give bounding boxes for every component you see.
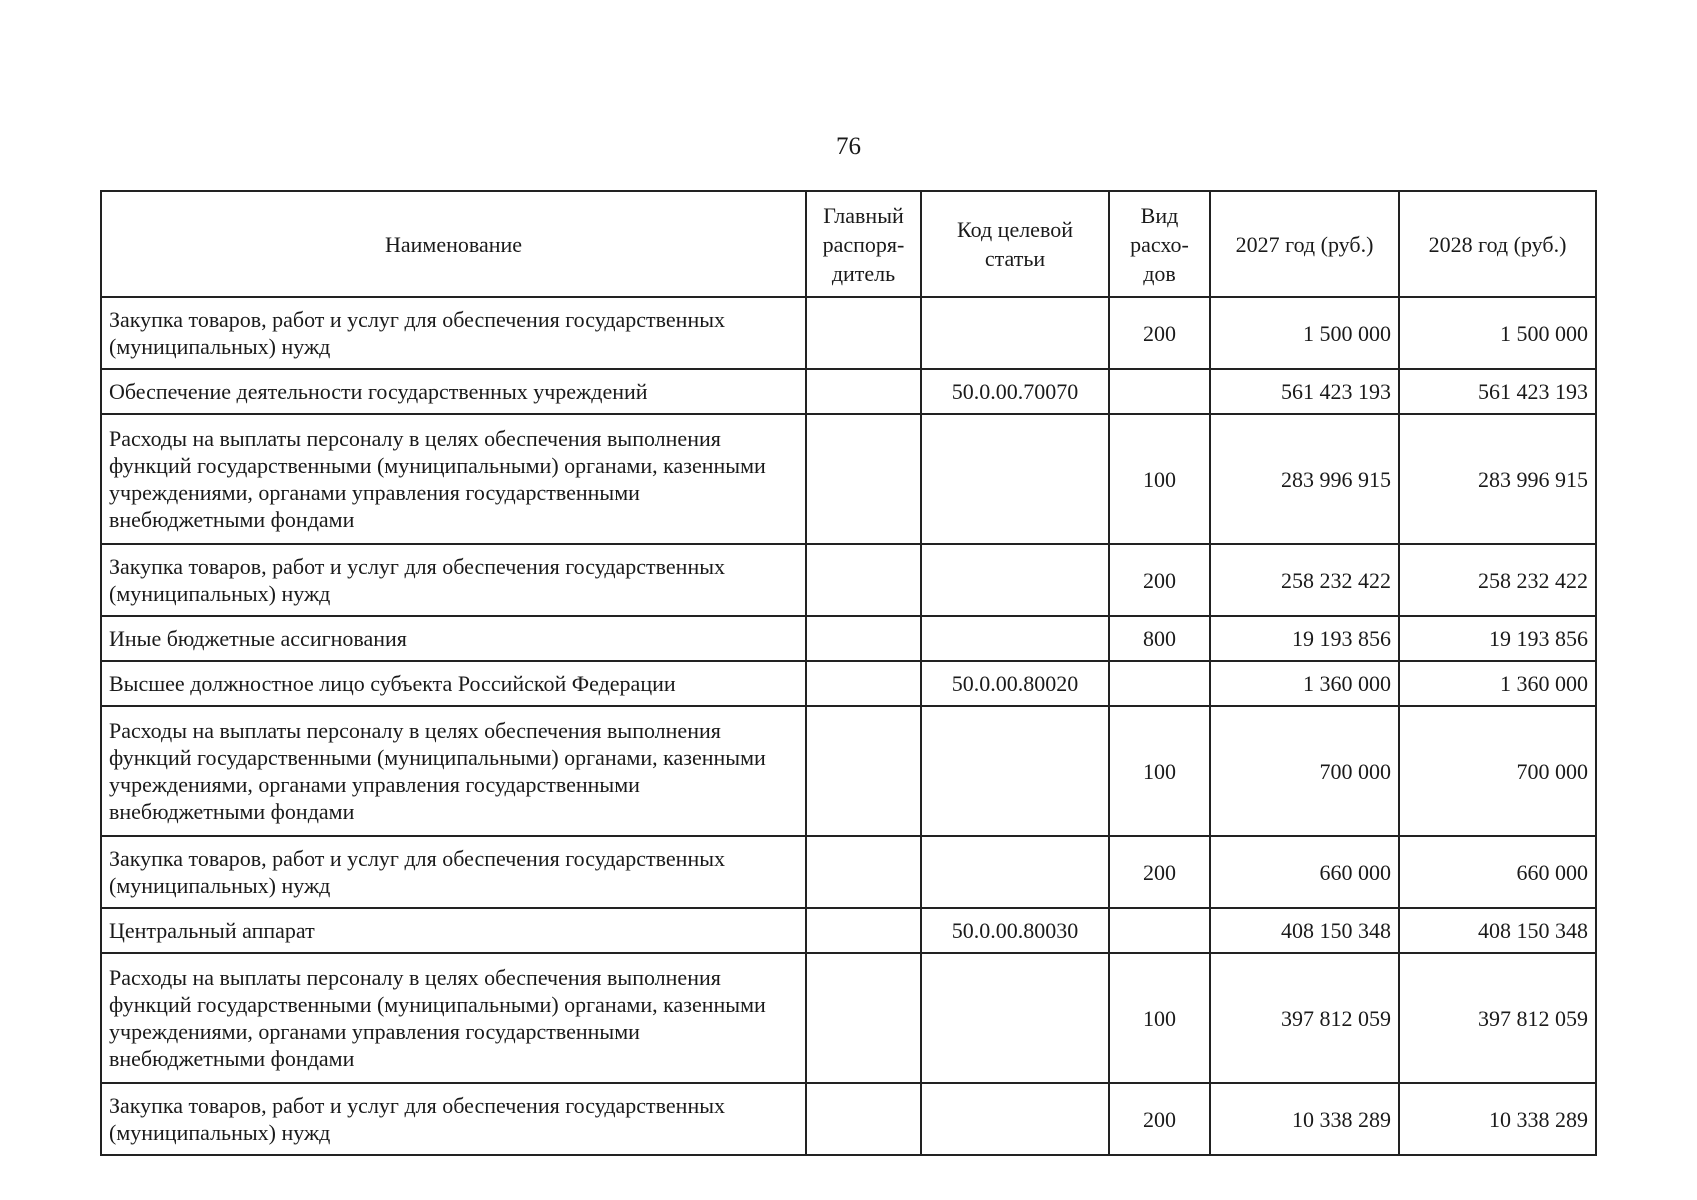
table-row bbox=[101, 908, 1596, 953]
page-number: 76 bbox=[836, 133, 861, 160]
cell-manager bbox=[806, 616, 921, 661]
cell-2028: 700 000 bbox=[1399, 706, 1596, 836]
cell-2028: 10 338 289 bbox=[1399, 1083, 1596, 1155]
cell-code bbox=[921, 706, 1109, 836]
cell-code bbox=[921, 544, 1109, 616]
cell-manager bbox=[806, 908, 921, 953]
header-2027 bbox=[1210, 191, 1399, 297]
cell-name: Иные бюджетные ассигнования bbox=[101, 616, 806, 661]
cell-type bbox=[1109, 661, 1210, 706]
header-name: Наименование bbox=[101, 191, 806, 297]
cell-code bbox=[921, 297, 1109, 369]
cell-name: Высшее должностное лицо субъекта Российской Федерации bbox=[101, 661, 806, 706]
cell-type bbox=[1109, 369, 1210, 414]
header-type bbox=[1109, 191, 1210, 297]
cell-type: 100 bbox=[1109, 414, 1210, 544]
cell-manager bbox=[806, 544, 921, 616]
cell-manager bbox=[806, 836, 921, 908]
cell-code bbox=[921, 616, 1109, 661]
cell-code bbox=[921, 1083, 1109, 1155]
cell-2027: 561 423 193 bbox=[1210, 369, 1399, 414]
cell-2027: 700 000 bbox=[1210, 706, 1399, 836]
cell-2028: 397 812 059 bbox=[1399, 953, 1596, 1083]
table-row bbox=[101, 616, 1596, 661]
cell-manager bbox=[806, 661, 921, 706]
cell-code bbox=[921, 414, 1109, 544]
cell-name: Расходы на выплаты персоналу в целях обеспечения выполнения функций государственными (муниципальными) органами, казенными учреждениями, органами управления государственными внебюджетными фондами bbox=[101, 953, 806, 1083]
cell-name: Закупка товаров, работ и услуг для обеспечения государственных (муниципальных) нужд bbox=[101, 1083, 806, 1155]
table-row bbox=[101, 836, 1596, 908]
table-row bbox=[101, 297, 1596, 369]
cell-manager bbox=[806, 297, 921, 369]
cell-type: 100 bbox=[1109, 706, 1210, 836]
cell-2028: 561 423 193 bbox=[1399, 369, 1596, 414]
header-code-label: Код целевой статьи bbox=[957, 217, 1073, 271]
cell-2028: 408 150 348 bbox=[1399, 908, 1596, 953]
budget-table bbox=[100, 190, 1597, 1156]
table-row bbox=[101, 369, 1596, 414]
cell-2027: 397 812 059 bbox=[1210, 953, 1399, 1083]
table-row bbox=[101, 661, 1596, 706]
cell-2027: 19 193 856 bbox=[1210, 616, 1399, 661]
header-type-label: Вид расхо-дов bbox=[1130, 202, 1189, 286]
cell-name: Закупка товаров, работ и услуг для обеспечения государственных (муниципальных) нужд bbox=[101, 544, 806, 616]
cell-code bbox=[921, 953, 1109, 1083]
header-2027-label: 2027 год (руб.) bbox=[1235, 231, 1374, 257]
cell-type: 200 bbox=[1109, 1083, 1210, 1155]
header-manager bbox=[806, 191, 921, 297]
cell-name: Расходы на выплаты персоналу в целях обеспечения выполнения функций государственными (муниципальными) органами, казенными учреждениями, органами управления государственными внебюджетными фондами bbox=[101, 414, 806, 544]
cell-code: 50.0.00.80030 bbox=[921, 908, 1109, 953]
table-row bbox=[101, 953, 1596, 1083]
cell-2027: 283 996 915 bbox=[1210, 414, 1399, 544]
cell-code: 50.0.00.70070 bbox=[921, 369, 1109, 414]
cell-type: 200 bbox=[1109, 297, 1210, 369]
cell-type bbox=[1109, 908, 1210, 953]
cell-type: 200 bbox=[1109, 836, 1210, 908]
header-manager-label: Главный распоря-дитель bbox=[822, 202, 905, 286]
cell-code: 50.0.00.80020 bbox=[921, 661, 1109, 706]
cell-type: 100 bbox=[1109, 953, 1210, 1083]
cell-name: Центральный аппарат bbox=[101, 908, 806, 953]
cell-name: Расходы на выплаты персоналу в целях обеспечения выполнения функций государственными (муниципальными) органами, казенными учреждениями, органами управления государственными внебюджетными фондами bbox=[101, 706, 806, 836]
cell-2028: 283 996 915 bbox=[1399, 414, 1596, 544]
cell-2027: 10 338 289 bbox=[1210, 1083, 1399, 1155]
table-row bbox=[101, 1083, 1596, 1155]
cell-2028: 1 500 000 bbox=[1399, 297, 1596, 369]
cell-manager bbox=[806, 369, 921, 414]
cell-name: Обеспечение деятельности государственных учреждений bbox=[101, 369, 806, 414]
cell-code bbox=[921, 836, 1109, 908]
header-code bbox=[921, 191, 1109, 297]
cell-2028: 258 232 422 bbox=[1399, 544, 1596, 616]
cell-2028: 660 000 bbox=[1399, 836, 1596, 908]
cell-2027: 1 360 000 bbox=[1210, 661, 1399, 706]
cell-manager bbox=[806, 953, 921, 1083]
cell-2027: 408 150 348 bbox=[1210, 908, 1399, 953]
cell-manager bbox=[806, 706, 921, 836]
table-row bbox=[101, 414, 1596, 544]
cell-manager bbox=[806, 414, 921, 544]
cell-2027: 258 232 422 bbox=[1210, 544, 1399, 616]
header-2028 bbox=[1399, 191, 1596, 297]
cell-name: Закупка товаров, работ и услуг для обеспечения государственных (муниципальных) нужд bbox=[101, 836, 806, 908]
cell-name: Закупка товаров, работ и услуг для обеспечения государственных (муниципальных) нужд bbox=[101, 297, 806, 369]
table-header-row bbox=[101, 191, 1596, 297]
cell-type: 200 bbox=[1109, 544, 1210, 616]
table-row bbox=[101, 544, 1596, 616]
cell-2027: 660 000 bbox=[1210, 836, 1399, 908]
header-2028-label: 2028 год (руб.) bbox=[1428, 231, 1567, 257]
cell-2028: 19 193 856 bbox=[1399, 616, 1596, 661]
cell-type: 800 bbox=[1109, 616, 1210, 661]
cell-2028: 1 360 000 bbox=[1399, 661, 1596, 706]
cell-manager bbox=[806, 1083, 921, 1155]
table-row bbox=[101, 706, 1596, 836]
cell-2027: 1 500 000 bbox=[1210, 297, 1399, 369]
